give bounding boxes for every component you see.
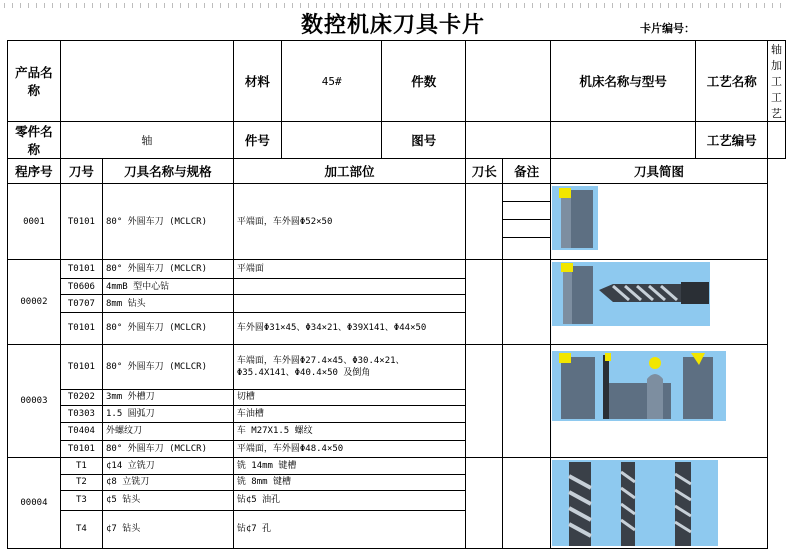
tool-number: T0101 bbox=[60, 312, 102, 344]
machining-part: 车外圆Φ31×45、Φ34×21、Φ39X141、Φ44×50 bbox=[233, 312, 465, 344]
product-name-label: 产品名称 bbox=[8, 41, 61, 122]
tool-sketch-cell bbox=[550, 345, 767, 458]
tool-name: 8mm 钻头 bbox=[102, 295, 233, 312]
tool-sketch-cell bbox=[550, 260, 767, 345]
tool-name: 80° 外圆车刀 (MCLCR) bbox=[102, 440, 233, 458]
end-mill-and-drill-image bbox=[551, 458, 763, 548]
machining-part: 车油槽 bbox=[233, 405, 465, 422]
program-number: 00002 bbox=[8, 260, 61, 345]
tool-name: ¢5 钻头 bbox=[102, 490, 233, 510]
grooving-and-threading-tools-image bbox=[551, 345, 763, 457]
tool-length[interactable] bbox=[466, 345, 503, 458]
tool-number: T0101 bbox=[60, 440, 102, 458]
tool-name: 80° 外圆车刀 (MCLCR) bbox=[102, 312, 233, 344]
tool-number: T4 bbox=[60, 510, 102, 548]
tool-number: T0101 bbox=[60, 184, 102, 260]
machining-part: 车 M27X1.5 螺纹 bbox=[233, 423, 465, 440]
machining-part bbox=[233, 279, 465, 295]
process-name-label: 工艺名称 bbox=[696, 41, 768, 122]
part-name-label: 零件名称 bbox=[8, 122, 61, 159]
turning-tool-image bbox=[551, 184, 763, 256]
remarks-cell[interactable] bbox=[503, 345, 550, 458]
part-name-value[interactable]: 轴 bbox=[60, 122, 233, 159]
part-no-label: 件号 bbox=[233, 122, 281, 159]
machining-part: 钻¢7 孔 bbox=[233, 510, 465, 548]
machining-part: 车端面，车外圆Φ27.4×45、Φ30.4×21、Φ35.4X141、Φ40.4×50 及倒角 bbox=[233, 345, 465, 390]
tool-name: ¢14 立铣刀 bbox=[102, 458, 233, 475]
tool-number: T2 bbox=[60, 474, 102, 490]
tool-name: 80° 外圆车刀 (MCLCR) bbox=[102, 345, 233, 390]
quantity-label: 件数 bbox=[382, 41, 466, 122]
tool-length[interactable] bbox=[466, 260, 503, 345]
drawing-no-label: 图号 bbox=[382, 122, 466, 159]
column-header-remarks: 备注 bbox=[503, 159, 550, 184]
material-value[interactable]: 45# bbox=[281, 41, 381, 122]
remarks-cell[interactable] bbox=[503, 260, 550, 345]
column-header-tool-no: 刀号 bbox=[60, 159, 102, 184]
page-title: 数控机床刀具卡片 bbox=[300, 12, 485, 38]
tool-number: T0404 bbox=[60, 423, 102, 440]
machining-part bbox=[233, 295, 465, 312]
machining-part: 平端面，车外圆Φ48.4×50 bbox=[233, 440, 465, 458]
quantity-value[interactable] bbox=[466, 41, 551, 122]
machine-label: 机床名称与型号 bbox=[550, 41, 696, 122]
program-number: 0001 bbox=[8, 184, 61, 260]
column-header-tool-length: 刀长 bbox=[466, 159, 503, 184]
drawing-no-value[interactable] bbox=[466, 122, 551, 159]
column-header-tool-name: 刀具名称与规格 bbox=[102, 159, 233, 184]
column-header-tool-sketch: 刀具简图 bbox=[550, 159, 767, 184]
machining-part: 铣 8mm 键槽 bbox=[233, 474, 465, 490]
part-no-value[interactable] bbox=[281, 122, 381, 159]
tool-number: T1 bbox=[60, 458, 102, 475]
tool-name: 外螺纹刀 bbox=[102, 423, 233, 440]
tool-card-table bbox=[7, 40, 786, 549]
tool-number: T0303 bbox=[60, 405, 102, 422]
tool-name: 80° 外圆车刀 (MCLCR) bbox=[102, 260, 233, 279]
tool-name: 3mm 外槽刀 bbox=[102, 390, 233, 405]
machining-part: 平端面，车外圆Φ52×50 bbox=[233, 184, 465, 260]
process-name-value[interactable]: 轴加工工艺 bbox=[768, 41, 786, 122]
program-number: 00004 bbox=[8, 458, 61, 549]
tool-name: 4mmB 型中心钻 bbox=[102, 279, 233, 295]
tool-name: ¢7 钻头 bbox=[102, 510, 233, 548]
product-name-value[interactable] bbox=[60, 41, 233, 122]
process-no-label: 工艺编号 bbox=[696, 122, 768, 159]
tool-number: T0101 bbox=[60, 260, 102, 279]
tool-number: T0606 bbox=[60, 279, 102, 295]
tool-name: 80° 外圆车刀 (MCLCR) bbox=[102, 184, 233, 260]
column-header-machining-part: 加工部位 bbox=[233, 159, 465, 184]
machining-part: 铣 14mm 键槽 bbox=[233, 458, 465, 475]
tool-number: T0202 bbox=[60, 390, 102, 405]
tool-number: T0101 bbox=[60, 345, 102, 390]
tool-name: 1.5 圆弧刀 bbox=[102, 405, 233, 422]
machining-part: 平端面 bbox=[233, 260, 465, 279]
tool-sketch-cell bbox=[550, 458, 767, 549]
machining-part: 钻¢5 油孔 bbox=[233, 490, 465, 510]
tool-length[interactable] bbox=[466, 458, 503, 549]
tool-sketch-cell bbox=[550, 184, 767, 260]
machining-part: 切槽 bbox=[233, 390, 465, 405]
card-number-label: 卡片编号： bbox=[640, 22, 695, 35]
tool-name: ¢8 立铣刀 bbox=[102, 474, 233, 490]
drill-and-turning-tool-image bbox=[551, 260, 763, 344]
remarks-cell[interactable] bbox=[503, 458, 550, 549]
remarks-cell[interactable] bbox=[503, 184, 550, 260]
program-number: 00003 bbox=[8, 345, 61, 458]
material-label: 材料 bbox=[233, 41, 281, 122]
column-header-program: 程序号 bbox=[8, 159, 61, 184]
tool-length[interactable] bbox=[466, 184, 503, 260]
tool-number: T0707 bbox=[60, 295, 102, 312]
tool-number: T3 bbox=[60, 490, 102, 510]
process-no-value[interactable] bbox=[768, 122, 786, 159]
machine-value[interactable] bbox=[550, 122, 696, 159]
